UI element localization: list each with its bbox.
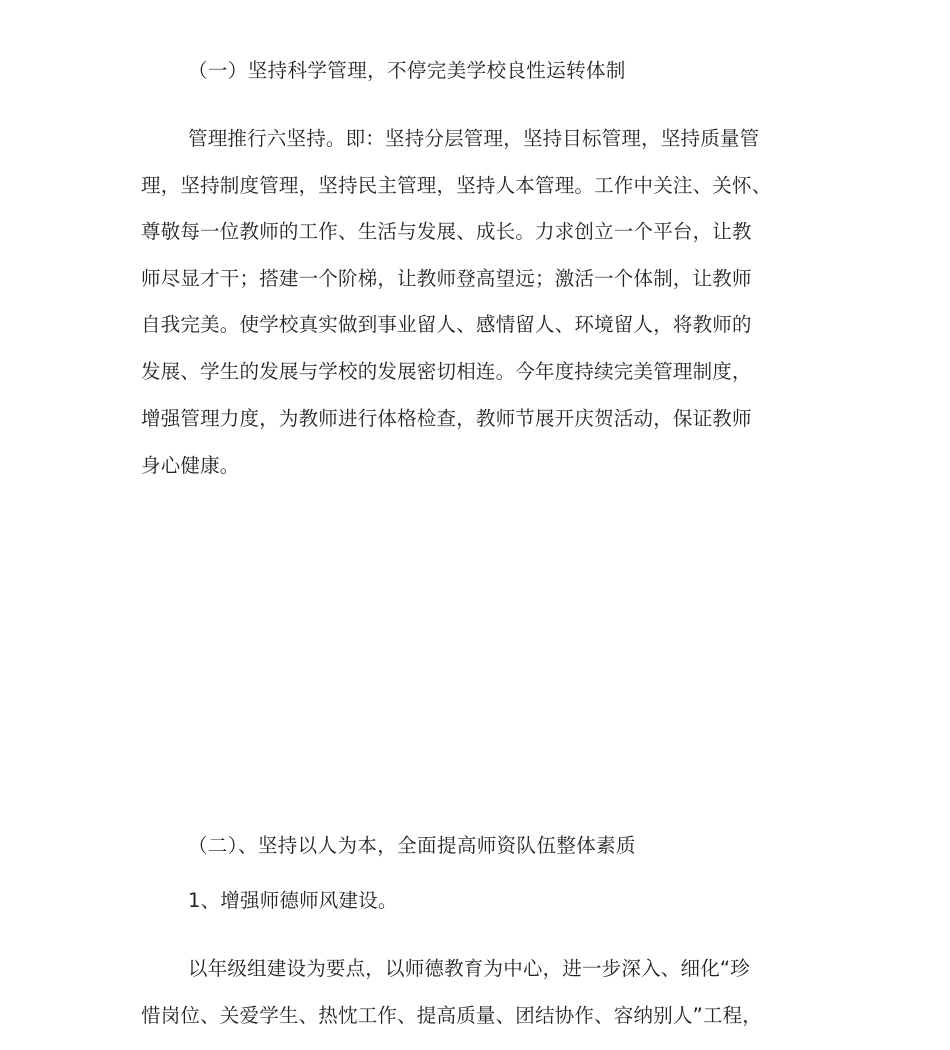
section-2-heading: （二）、坚持以人为本，全面提高师资队伍整体素质 [188, 834, 636, 857]
section-1-paragraph-line: 师尽显才干；搭建一个阶梯，让教师登高望远；激活一个体制，让教师 [141, 267, 752, 290]
section-1-paragraph-line: 身心健康。 [141, 454, 240, 477]
section-1-paragraph-line: 理，坚持制度管理，坚持民主管理，坚持人本管理。工作中关注、关怀、 [141, 174, 772, 197]
section-2-paragraph-line: 以年级组建设为要点，以师德教育为中心，进一步深入、细化“珍 [188, 957, 750, 980]
section-1-paragraph-line: 管理推行六坚持。即：坚持分层管理，坚持目标管理，坚持质量管 [188, 127, 760, 150]
section-1-paragraph-line: 发展、学生的发展与学校的发展密切相连。今年度持续完美管理制度， [141, 360, 752, 383]
section-1-paragraph-line: 增强管理力度，为教师进行体格检查，教师节展开庆贺活动，保证教师 [141, 407, 752, 430]
section-1-paragraph-line: 尊敬每一位教师的工作、生活与发展、成长。力求创立一个平台，让教 [141, 220, 752, 243]
section-2-subheading: 1、增强师德师风建设。 [188, 889, 398, 912]
section-1-heading: （一）坚持科学管理，不停完美学校良性运转体制 [188, 59, 626, 82]
section-1-paragraph-line: 自我完美。使学校真实做到事业留人、感情留人、环境留人，将教师的 [141, 313, 752, 336]
section-2-paragraph-line: 惜岗位、关爱学生、热忱工作、提高质量、团结协作、容纳别人”工程， [141, 1004, 763, 1027]
